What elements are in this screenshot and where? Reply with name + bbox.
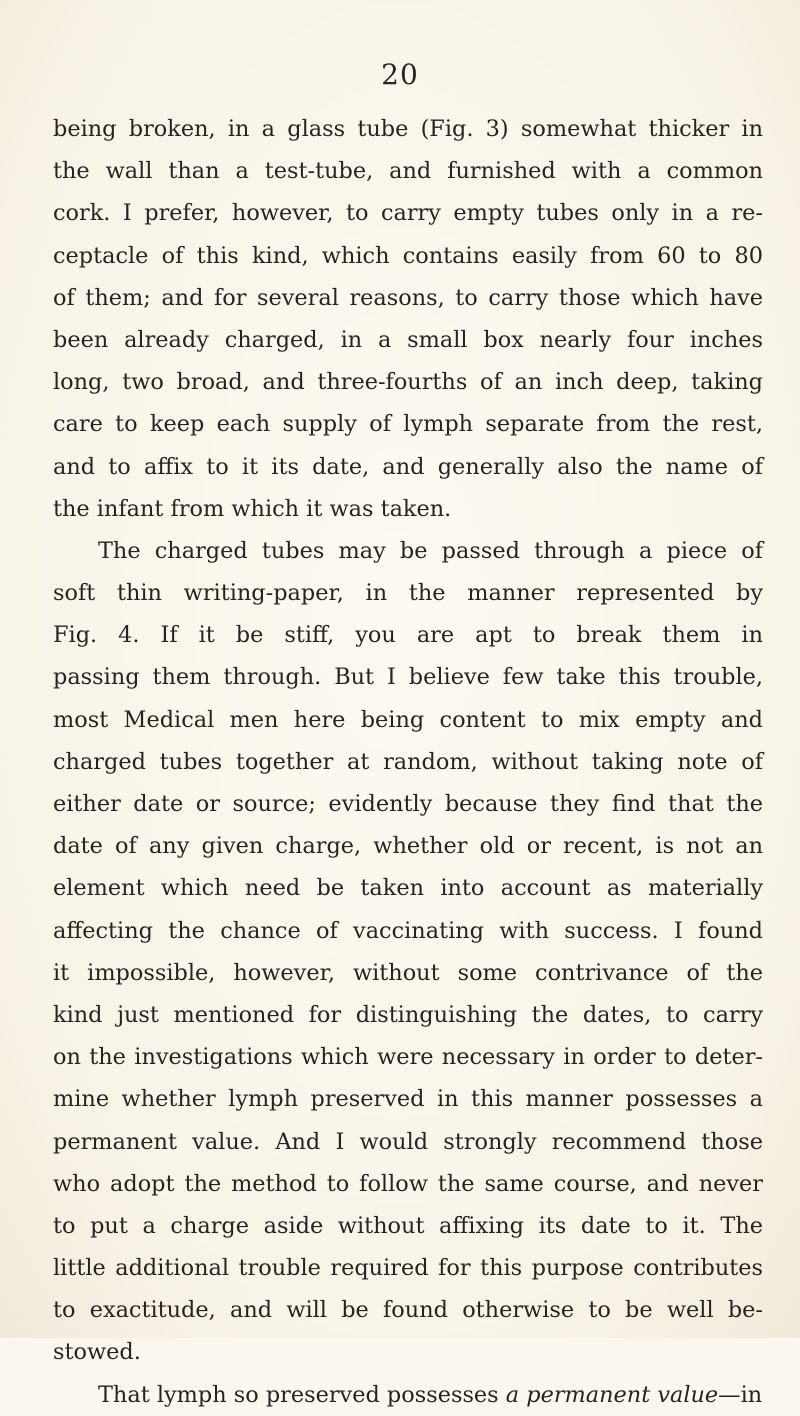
paragraph-start-line [53,1374,763,1416]
paragraph-end-line: the infant from which it was taken. [53,495,452,522]
text-line: the wall than a test-tube, and furnished with a common [53,158,763,185]
text-line: passing them through. But I believe few take this trouble, [53,664,763,691]
text-line: to exactitude, and will be found otherwise to be well be- [53,1297,763,1324]
text-line: being broken, in a glass tube (Fig. 3) somewhat thicker in [53,116,763,142]
text-line: cork. I prefer, however, to carry empty tubes only in a re- [53,200,763,227]
text-line: long, two broad, and three-fourths of an inch deep, taking [53,369,763,396]
text-line: date of any given charge, whether old or recent, is not an [53,833,763,860]
text-line: mine whether lymph preserved in this manner possesses a [53,1086,763,1113]
text-line: most Medical men here being content to mix empty and [53,706,763,733]
page-number: 20 [381,58,419,91]
text-line: been already charged, in a small box nearly four inches [53,326,763,353]
text-line: of them; and for several reasons, to carry those which have [53,284,763,311]
text-line: on the investigations which were necessary in order to deter- [53,1044,763,1071]
italic-emphasis: a permanent value [505,1381,719,1408]
text-line: kind just mentioned for distinguishing the dates, to carry [53,1001,763,1028]
text-line: Fig. 4. If it be stiff, you are apt to break them in [53,622,763,649]
text-line: charged tubes together at random, without taking note of [53,748,763,775]
text-line: ceptacle of this kind, which contains easily from 60 to 80 [53,242,763,269]
text-line: affecting the chance of vaccinating with success. I found [53,917,763,944]
text-line: it impossible, however, without some contrivance of the [53,959,763,986]
paragraph-start-line: The charged tubes may be passed through a piece of [98,537,763,564]
text-line: either date or source; evidently because they find that the [53,791,763,817]
text-line: to put a charge aside without affixing its date to it. The [53,1212,763,1239]
text-line: little additional trouble required for this purpose contributes [53,1255,763,1282]
body-text [53,108,763,1416]
text-line: element which need be taken into account as materially [53,875,763,902]
text-line: soft thin writing-paper, in the manner represented by [53,580,763,607]
text-line: permanent value. And I would strongly recommend those [53,1128,763,1155]
text-line: care to keep each supply of lymph separate from the rest, [53,411,763,438]
paragraph-end-line: stowed. [53,1339,141,1366]
text-line: and to affix to it its date, and generally also the name of [53,453,763,480]
text-line: who adopt the method to follow the same course, and never [53,1170,763,1197]
text-segment: —in [718,1381,763,1408]
text-segment: That lymph so preserved possesses [98,1381,506,1408]
